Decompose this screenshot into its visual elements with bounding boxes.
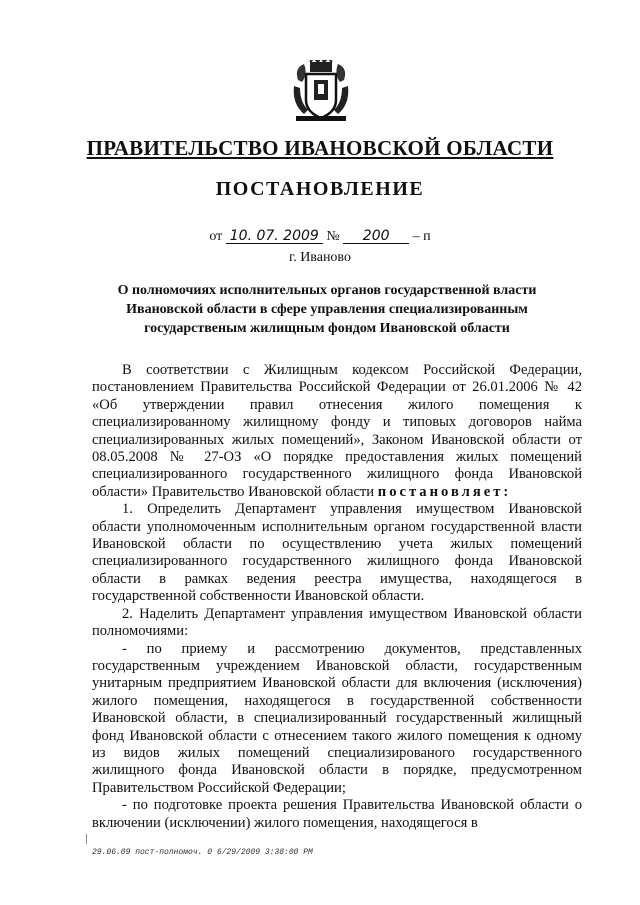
file-footer: 29.06.09 пост-полномоч. 0 6/29/2009 3:38:00 PM bbox=[92, 848, 313, 857]
city: г. Иваново bbox=[289, 250, 351, 265]
preamble-paragraph bbox=[92, 362, 582, 501]
document-heading: О полномочиях исполнительных органов государственной власти Ивановской области в сфере управления специализированным государственым жилищным фондом Ивановской области bbox=[117, 283, 537, 336]
decree-date: 10. 07. 2009 bbox=[226, 229, 323, 244]
number-label: № bbox=[326, 229, 340, 244]
government-title: ПРАВИТЕЛЬСТВО ИВАНОВСКОЙ ОБЛАСТИ bbox=[86, 136, 554, 160]
document-body bbox=[92, 362, 582, 832]
item-2-subitem-b: - по подготовке проекта решения Правительства Ивановской области о включении (исключении) жилого помещения, находящегося в bbox=[92, 797, 582, 831]
preamble-text: В соответствии с Жилищным кодексом Российской Федерации, постановлением Правительства Российской Федерации от 26.01.2006 № 42 «Об утверждении правил отнесения жилого помещения к специализированному жилищному фонду и типовых договоров найма специализированных жилых помещений», Законом Ивановской области от 08.05.2008 № 27-ОЗ «О порядке предоставления жилых помещений специализированного государственного жилищного фонда Ивановской области» Правительство Ивановской области bbox=[92, 362, 582, 500]
item-2-subitem-a: - по приему и рассмотрению документов, представленных государственным учреждением Ивановской области, государственным унитарным предприятием Ивановской области для включения (исключения) жилого помещения, находящегося в государственной собственности Ивановской области, в специализированный государственный жилищный фонд Ивановской области с отнесением такого жилого помещения к одному из видов жилых помещений специализированого государственного жилищного фонда Ивановской области в порядке, предусмотренном Правительством Российской Федерации; bbox=[92, 640, 582, 796]
item-2: 2. Наделить Департамент управления имуществом Ивановской области полномочиями: bbox=[92, 605, 582, 640]
margin-mark bbox=[86, 834, 87, 844]
decree-number: 200 bbox=[343, 229, 409, 244]
coat-of-arms-emblem bbox=[290, 60, 352, 124]
resolves-word: постановляет: bbox=[377, 483, 512, 500]
date-number-line bbox=[0, 229, 640, 245]
document-type: ПОСТАНОВЛЕНИЕ bbox=[215, 178, 425, 200]
number-suffix: – п bbox=[412, 229, 431, 244]
item-1: 1. Определить Департамент управления имуществом Ивановской области уполномоченным исполнительным органом государственной власти Ивановской области по осуществлению учета жилых помещений специализированного государственного жилищного фонда Ивановской области в рамках ведения реестра имущества, находящегося в государственной собственности Ивановской области. bbox=[92, 501, 582, 605]
date-prefix: от bbox=[209, 229, 223, 244]
